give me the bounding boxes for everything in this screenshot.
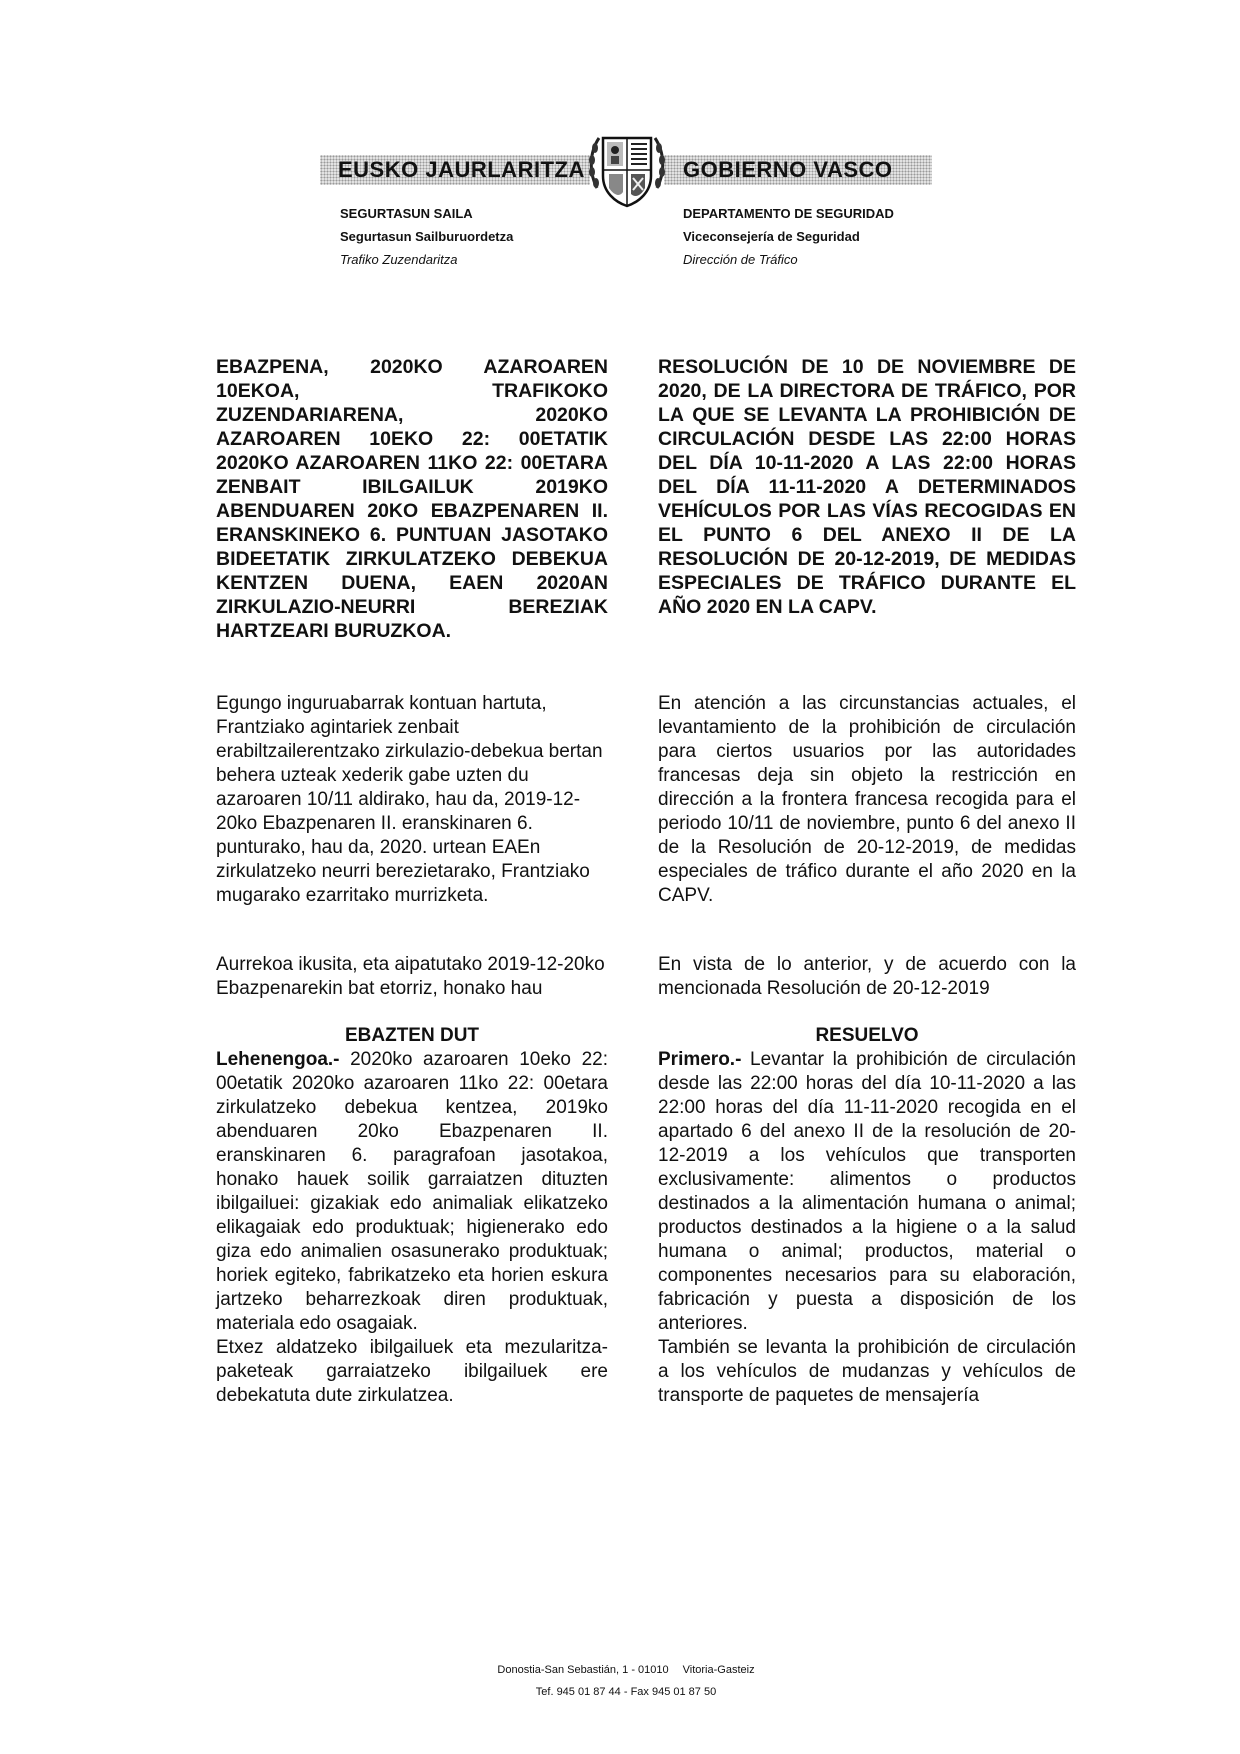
first-article	[658, 1048, 1076, 1336]
considering-paragraph-basque	[216, 953, 608, 1001]
directorate-name: Dirección de Tráfico	[683, 252, 798, 267]
department-name: SEGURTASUN SAILA	[340, 206, 473, 221]
intro-paragraph-basque	[216, 692, 608, 908]
resolution-section-spanish	[658, 1024, 1076, 1408]
resolution-title-spanish	[658, 355, 1076, 619]
basque-coat-of-arms-icon	[587, 128, 667, 210]
sub-department-name: Segurtasun Sailburuordetza	[340, 229, 514, 244]
paragraph-text: En vista de lo anterior, y de acuerdo con la mencionada Resolución de 20-12-2019	[658, 954, 1076, 999]
considering-paragraph-spanish	[658, 953, 1076, 1001]
second-article: También se levanta la prohibición de circulación a los vehículos de mudanzas y vehículos de transporte de paquetes de mensajería	[658, 1337, 1076, 1406]
resolution-title-basque	[216, 355, 608, 643]
department-basque	[340, 202, 513, 271]
intro-paragraph-spanish	[658, 692, 1076, 908]
section-heading: RESUELVO	[815, 1025, 919, 1046]
footer-city: Vitoria-Gasteiz	[682, 1664, 755, 1676]
first-article	[216, 1048, 608, 1336]
resolution-section-basque	[216, 1024, 608, 1408]
sub-department-name: Viceconsejería de Seguridad	[683, 229, 860, 244]
second-article: Etxez aldatzeko ibilgailuek eta mezularitza-paketeak garraiatzeko ibilgailuek ere debekatuta dute zirkulatzea.	[216, 1337, 608, 1406]
department-spanish	[683, 202, 894, 271]
title-text: RESOLUCIÓN DE 10 DE NOVIEMBRE DE 2020, DE LA DIRECTORA DE TRÁFICO, POR LA QUE SE LEVANTA LA PROHIBICIÓN DE CIRCULACIÓN DESDE LAS 22:00 HORAS DEL DÍA 10-11-2020 A LAS 22:00 HORAS DEL DÍA 11-11-2020 A DETERMINADOS VEHÍCULOS POR LAS VÍAS RECOGIDAS EN EL PUNTO 6 DEL ANEXO II DE LA RESOLUCIÓN DE 20-12-2019, DE MEDIDAS ESPECIALES DE TRÁFICO DURANTE EL AÑO 2020 EN LA CAPV.	[658, 356, 1076, 618]
footer-phone: Tef. 945 01 87 44 - Fax 945 01 87 50	[535, 1686, 717, 1698]
directorate-name: Trafiko Zuzendaritza	[340, 252, 458, 267]
footer-street: Donostia-San Sebastián, 1 - 01010	[497, 1664, 669, 1676]
paragraph-text: En atención a las circunstancias actuales, el levantamiento de la prohibición de circulación para ciertos usuarios por las autoridades francesas deja sin objeto la restricción en dirección a la frontera francesa recogida para el periodo 10/11 de noviembre, punto 6 del anexo II de la Resolución de 20-12-2019, de medidas especiales de tráfico durante el año 2020 en la CAPV.	[658, 693, 1076, 906]
department-name: DEPARTAMENTO DE SEGURIDAD	[683, 206, 894, 221]
paragraph-text: Egungo inguruabarrak kontuan hartuta, Frantziako agintariek zenbait erabiltzailerentzako zirkulazio-debekua bertan behera uzteak xederik gabe uzten du azaroaren 10/11 aldirako, hau da, 2019-12-20ko Ebazpenaren II. eranskinaren 6. punturako, hau da, 2020. urtean EAEn zirkulatzeko neurri berezietarako, Frantziako mugarako ezarritako murrizketa.	[216, 693, 603, 906]
paragraph-text: Aurrekoa ikusita, eta aipatutako 2019-12-20ko Ebazpenarekin bat etorriz, honako hau	[216, 954, 605, 999]
letterhead-name-basque: EUSKO JAURLARITZA	[338, 157, 585, 182]
article-text: 2020ko azaroaren 10eko 22: 00etatik 2020ko azaroaren 11ko 22: 00etara zirkulatzeko debekua kentzea, 2019ko abenduaren 20ko Ebazpenaren II. eranskinaren 6. paragrafoan jasotakoa, honako hauek soilik garraiatzen dituzten ibilgailuei: gizakiak edo animaliak elikatzeko elikagaiak edo produktuak; higienerako edo giza edo animalien osasunerako produktuak; horiek egiteko, fabrikatzeko eta horien eskura jartzeko beharrezkoak diren produktuak, materiala edo osagaiak.	[216, 1049, 608, 1334]
footer-address	[6, 1660, 1240, 1680]
article-text: Levantar la prohibición de circulación desde las 22:00 horas del día 10-11-2020 a las 22:00 horas del día 11-11-2020 recogida en el apartado 6 del anexo II de la resolución de 20-12-2019 a los vehículos que transporten exclusivamente: alimentos o productos destinados a la alimentación humana o animal; productos destinados a la higiene o a la salud humana o animal; productos, material o componentes necesarios para su elaboración, fabricación y puesta a disposición de los anteriores.	[658, 1049, 1076, 1334]
letterhead-name-spanish: GOBIERNO VASCO	[683, 157, 893, 182]
section-heading: EBAZTEN DUT	[344, 1025, 480, 1046]
article-lead: Lehenengoa.-	[216, 1049, 340, 1070]
title-text: EBAZPENA, 2020KO AZAROAREN 10EKOA, TRAFIKOKO ZUZENDARIARENA, 2020KO AZAROAREN 10EKO 22: 00ETATIK 2020KO AZAROAREN 11KO 22: 00ETARA ZENBAIT IBILGAILUK 2019KO ABENDUAREN 20KO EBAZPENAREN II. ERANSKINEKO 6. PUNTUAN JASOTAKO BIDEETATIK ZIRKULATZEKO DEBEKUA KENTZEN DUENA, EAEN 2020AN ZIRKULAZIO-NEURRI BEREZIAK HARTZEARI BURUZKOA.	[216, 356, 608, 642]
article-lead: Primero.-	[658, 1049, 742, 1070]
